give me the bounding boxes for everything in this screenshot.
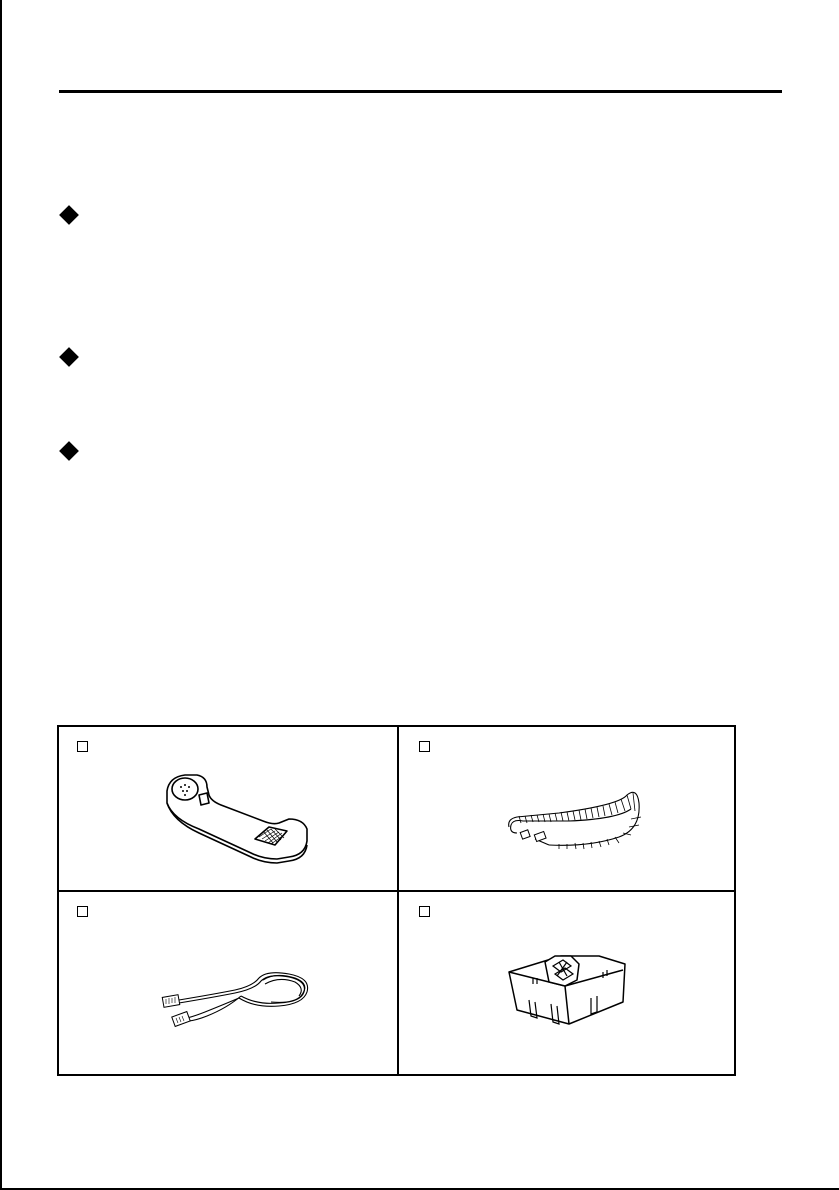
telephone-handset-icon: [159, 769, 319, 869]
checkbox-line-cord[interactable]: [77, 906, 88, 917]
checkbox-handset[interactable]: [77, 741, 88, 752]
accessory-cell-wall-mount: [399, 892, 734, 1074]
accessory-cell-handset: [59, 727, 399, 892]
checkbox-coiled-cord[interactable]: [419, 741, 430, 752]
accessory-cell-line-cord: [59, 892, 399, 1074]
line-cord-icon: [155, 968, 325, 1038]
accessory-cell-coiled-cord: [399, 727, 734, 892]
diamond-bullet-icon: [59, 205, 79, 225]
diamond-bullet-icon: [59, 347, 79, 367]
accessory-checklist-table: [57, 725, 736, 1076]
header-rule: [59, 90, 782, 93]
page-border-left: [0, 0, 2, 1190]
diamond-bullet-icon: [59, 441, 79, 461]
coiled-cord-icon: [499, 789, 649, 869]
wall-mount-bracket-icon: [499, 942, 649, 1042]
checkbox-wall-mount[interactable]: [419, 906, 430, 917]
